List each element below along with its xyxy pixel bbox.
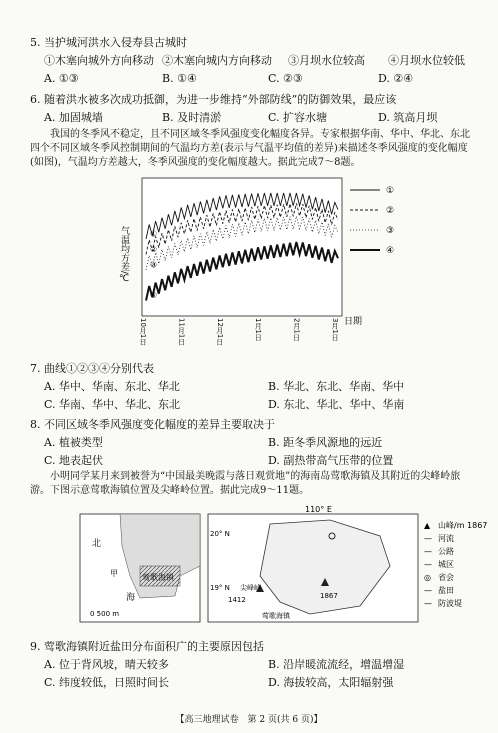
x-tick-label: 1月1日 <box>254 318 263 341</box>
curve-label-2: ② <box>150 245 158 254</box>
north-label: 北 <box>92 539 102 549</box>
map-legend-symbol: ◎ <box>424 573 431 582</box>
chart-legend <box>350 186 394 256</box>
temperature-std-chart <box>100 176 420 346</box>
map-legend-symbol: — <box>424 547 432 556</box>
legend-label-2: ② <box>386 206 395 216</box>
map-legend-label: 河流 <box>438 534 454 543</box>
peak2-elev: 1867 <box>320 592 338 600</box>
chart-x-ticks <box>139 318 339 347</box>
lat20-label: 20° N <box>210 530 230 538</box>
chart-x-label: 日期 <box>344 317 363 327</box>
q9-option-d: D. 海拔较高，太阳辐射强 <box>268 676 394 689</box>
x-tick-label: 10月1日 <box>139 318 147 346</box>
legend-label-1: ① <box>386 186 395 196</box>
q5-option-d: D. ②④ <box>378 72 414 85</box>
q7-option-d: D. 东北、华北、华中、华南 <box>268 398 405 411</box>
q6-option-d: D. 筑高月坝 <box>378 111 438 124</box>
jia-label: 甲 <box>110 569 118 578</box>
map-legend <box>424 520 487 608</box>
q5-item-2: ②木塞向城内方向移动 <box>162 54 272 67</box>
passage-7-8: 我国的冬季风不稳定，且不同区域冬季风强度变化幅度各异。专家根据华南、华中、华北、东北四个不同区域冬季风控制期间的气温均方差(表示与气温平均值的差异)来描述冬季风强度的变化幅度(如图)，气温均方差越大，冬季风强度的变化幅度越大。据此完成7～8题。 <box>30 129 470 168</box>
q6-stem: 6. 随着洪水被多次成功抵御，为进一步维持“外部防线”的防御效果，最应该 <box>30 93 397 106</box>
curve-label-4: ④ <box>150 291 158 301</box>
page-footer: 【高三地理试卷 第 2 页(共 6 页)】 <box>175 715 323 725</box>
passage-9-11: 小明同学某月来到被誉为“中国最美晚霞与落日观赏地”的海南岛莺歌海镇及其附近的尖峰岭旅游。下图示意莺歌海镇位置及尖峰岭位置。据此完成9～11题。 <box>30 471 461 496</box>
q8-option-a: A. 植被类型 <box>44 436 103 449</box>
q7-option-b: B. 华北、东北、华南、华中 <box>268 380 405 393</box>
q5-option-b: B. ①④ <box>162 72 197 85</box>
map-legend-label: 公路 <box>438 547 454 556</box>
q8-option-d: D. 副热带高气压带的位置 <box>268 454 394 467</box>
map-legend-label: 山峰/m 1867 <box>438 521 488 530</box>
q7-option-a: A. 华中、华南、东北、华北 <box>44 380 180 393</box>
map-legend-label: 城区 <box>438 560 454 569</box>
q8-option-b: B. 距冬季风源地的远近 <box>268 436 383 449</box>
x-tick-label: 12月1日 <box>215 318 224 346</box>
inset-town-label: 莺歌海镇 <box>142 573 174 582</box>
q6-option-b: B. 及时清淤 <box>162 111 222 124</box>
map-legend-label: 防波堤 <box>438 599 462 608</box>
map-legend-symbol: ▲ <box>424 521 431 530</box>
x-tick-label: 2月1日 <box>292 318 301 341</box>
q9-stem: 9. 莺歌海镇附近盐田分布面积广的主要原因包括 <box>30 640 264 653</box>
q8-option-c: C. 地表起伏 <box>44 454 104 467</box>
q6-option-a: A. 加固城墙 <box>44 111 103 124</box>
curve-label-1: ① <box>150 229 158 239</box>
legend-label-4: ④ <box>386 246 395 256</box>
q7-stem: 7. 曲线①②③④分别代表 <box>30 362 154 375</box>
map-legend-symbol: — <box>424 534 432 543</box>
q5-item-4: ④月坝水位较低 <box>388 54 465 67</box>
q6-option-c: C. 扩容水塘 <box>268 111 328 124</box>
chart-plot-area <box>142 178 342 316</box>
q8-stem: 8. 不同区域冬季风强度变化幅度的差异主要取决于 <box>30 418 275 431</box>
curve-label-3: ③ <box>150 260 158 270</box>
peak1-elev: 1412 <box>228 596 246 604</box>
q5-stem: 5. 当护城河洪水入侵寿县古城时 <box>30 36 187 49</box>
q5-item-3: ③月坝水位较高 <box>288 54 365 67</box>
lon-label: 110° E <box>305 505 332 514</box>
q9-option-b: B. 沿岸暖流流经，增温增湿 <box>268 658 405 671</box>
x-tick-label: 3月1日 <box>331 318 339 341</box>
chart-y-label: 气温均方差/℃ <box>119 226 129 285</box>
peak1-name: 尖峰岭 <box>240 584 261 592</box>
q7-option-c: C. 华南、华中、华北、东北 <box>44 398 181 411</box>
q9-option-a: A. 位于背风坡，晴天较多 <box>44 658 169 671</box>
map-legend-symbol: — <box>424 560 432 569</box>
scale-label: 0 500 m <box>90 610 120 618</box>
map-legend-label: 盐田 <box>438 586 454 595</box>
map-legend-label: 省会 <box>438 573 454 582</box>
x-tick-label: 11月1日 <box>177 318 186 346</box>
right-town-label: 莺歌海镇 <box>262 612 290 620</box>
q5-item-1: ①木塞向城外方向移动 <box>44 54 154 67</box>
map-legend-symbol: — <box>424 586 432 595</box>
sea-label: 海 <box>126 593 136 603</box>
hainan-location-map <box>80 505 488 630</box>
map-legend-symbol: — <box>424 599 432 608</box>
q9-option-c: C. 纬度较低，日照时间长 <box>44 676 170 689</box>
legend-label-3: ③ <box>386 226 395 236</box>
q5-option-c: C. ②③ <box>268 72 303 85</box>
lat19-label: 19° N <box>210 584 230 592</box>
q5-option-a: A. ①③ <box>44 72 79 85</box>
